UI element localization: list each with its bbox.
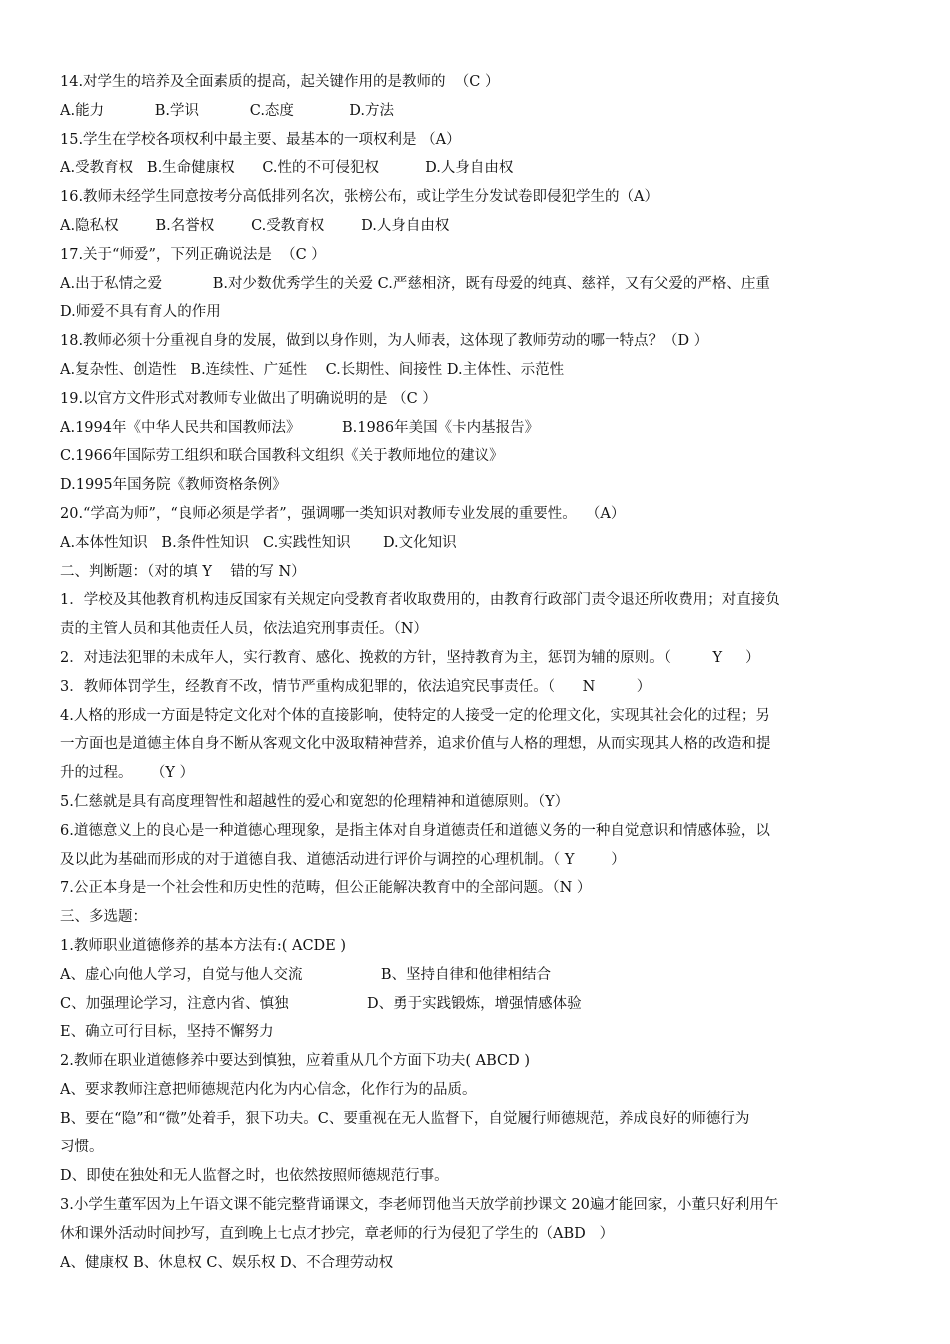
tf4-line1: 4.人格的形成一方面是特定文化对个体的直接影响，使特定的人接受一定的伦理文化，实现其社会化的过程；另 [60, 707, 770, 724]
q18-question: 18.教师必须十分重视自身的发展，做到以身作则，为人师表，这体现了教师劳动的哪一特点？（D ） [60, 333, 709, 350]
q17-option-d: D.师爱不具有育人的作用 [60, 304, 221, 321]
mc2-options-bc-cont: 习惯。 [60, 1139, 104, 1156]
q18-options: A.复杂性、创造性 B.连续性、广延性 C.长期性、间接性 D.主体性、示范性 [60, 361, 565, 378]
q19-option-c: C.1966年国际劳工组织和联合国教科文组织《关于教师地位的建议》 [60, 448, 504, 465]
q20-question: 20.“学高为师”，“良师必须是学者”，强调哪一类知识对教师专业发展的重要性。 （A） [60, 505, 626, 522]
q17-question: 17.关于“师爱”，下列正确说法是 （C ） [60, 246, 326, 263]
tf1-line2: 责的主管人员和其他责任人员，依法追究刑事责任。（N） [60, 621, 428, 638]
mc3-question-line2: 休和课外活动时间抄写，直到晚上七点才抄完，章老师的行为侵犯了学生的（ABD ） [60, 1225, 615, 1242]
mc3-options: A、健康权 B、休息权 C、娱乐权 D、不合理劳动权 [60, 1254, 394, 1271]
q16-options: A.隐私权 B.名誉权 C.受教育权 D.人身自由权 [60, 217, 450, 234]
q15-question: 15.学生在学校各项权利中最主要、最基本的一项权利是 （A） [60, 131, 461, 148]
q19-options-ab: A.1994年《中华人民共和国教师法》 B.1986年美国《卡内基报告》 [60, 419, 540, 436]
section-true-false-heading: 二、判断题：（对的填 Y 错的写 N） [60, 563, 306, 580]
q16-question: 16.教师未经学生同意按考分高低排列名次，张榜公布，或让学生分发试卷即侵犯学生的（A） [60, 189, 660, 206]
q17-options-abc: A.出于私情之爱 B.对少数优秀学生的关爱 C.严慈相济，既有母爱的纯真、慈祥，又有父爱的严格、庄重 [60, 275, 770, 292]
mc2-option-d: D、即使在独处和无人监督之时，也依然按照师德规范行事。 [60, 1168, 449, 1185]
section-multiple-choice-heading: 三、多选题： [60, 909, 147, 926]
tf5: 5.仁慈就是具有高度理智性和超越性的爱心和宽恕的伦理精神和道德原则。（Y） [60, 793, 570, 810]
mc1-question: 1.教师职业道德修养的基本方法有:( ACDE ) [60, 937, 347, 954]
mc1-option-e: E、确立可行目标，坚持不懈努力 [60, 1024, 274, 1041]
q14-question: 14.对学生的培养及全面素质的提高，起关键作用的是教师的 （C ） [60, 74, 500, 90]
mc1-options-ab: A、虚心向他人学习，自觉与他人交流 B、坚持自律和他律相结合 [60, 966, 551, 983]
tf3: 3．教师体罚学生，经教育不改，情节严重构成犯罪的，依法追究民事责任。（ N ） [60, 678, 652, 695]
tf6-line2: 及以此为基础而形成的对于道德自我、道德活动进行评价与调控的心理机制。（ Y ） [60, 851, 626, 868]
q15-options: A.受教育权 B.生命健康权 C.性的不可侵犯权 D.人身自由权 [60, 160, 514, 177]
q20-options: A.本体性知识 B.条件性知识 C.实践性知识 D.文化知识 [60, 534, 457, 551]
q14-options: A.能力 B.学识 C.态度 D.方法 [60, 102, 394, 119]
mc1-options-cd: C、加强理论学习，注意内省、慎独 D、勇于实践锻炼，增强情感体验 [60, 995, 582, 1012]
tf4-line2: 一方面也是道德主体自身不断从客观文化中汲取精神营养，追求价值与人格的理想，从而实现其人格的改造和提 [60, 736, 771, 753]
q19-option-d: D.1995年国务院《教师资格条例》 [60, 477, 287, 494]
mc2-question: 2.教师在职业道德修养中要达到慎独，应着重从几个方面下功夫( ABCD ) [60, 1053, 530, 1070]
q19-question: 19.以官方文件形式对教师专业做出了明确说明的是 （C ） [60, 390, 437, 407]
tf1-line1: 1．学校及其他教育机构违反国家有关规定向受教育者收取费用的，由教育行政部门责令退还所收费用；对直接负 [60, 592, 780, 609]
tf2: 2．对违法犯罪的未成年人，实行教育、感化、挽救的方针，坚持教育为主，惩罚为辅的原则。（ Y ） [60, 649, 760, 666]
tf7: 7.公正本身是一个社会性和历史性的范畴，但公正能解决教育中的全部问题。（N ） [60, 880, 592, 897]
mc2-option-a: A、要求教师注意把师德规范内化为内心信念，化作行为的品质。 [60, 1081, 477, 1098]
tf4-line3: 升的过程。 （Y ） [60, 765, 195, 782]
mc2-options-bc: B、要在“隐”和“微”处着手，狠下功夫。C、要重视在无人监督下，自觉履行师德规范，养成良好的师德行为 [60, 1110, 750, 1127]
mc3-question-line1: 3.小学生董军因为上午语文课不能完整背诵课文，李老师罚他当天放学前抄课文 20遍才能回家，小董只好利用午 [60, 1197, 779, 1214]
tf6-line1: 6.道德意义上的良心是一种道德心理现象，是指主体对自身道德责任和道德义务的一种自觉意识和情感体验，以 [60, 822, 770, 839]
